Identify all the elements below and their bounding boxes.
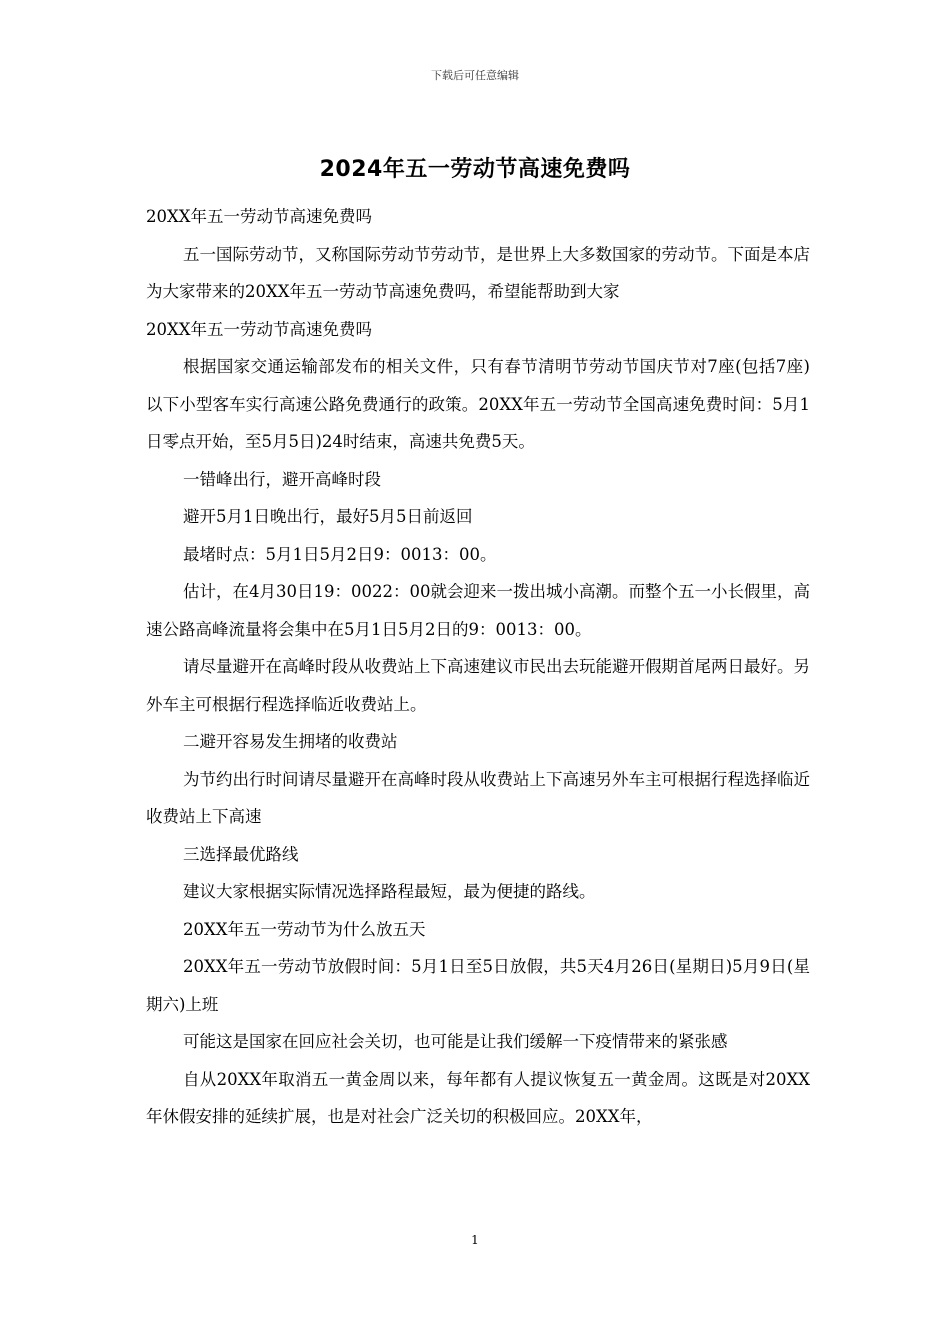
paragraph: 五一国际劳动节，又称国际劳动节劳动节，是世界上大多数国家的劳动节。下面是本店为大家带来的20XX年五一劳动节高速免费吗，希望能帮助到大家	[146, 244, 810, 301]
page-header: 下载后可任意编辑	[431, 69, 519, 82]
paragraph: 20XX年五一劳动节高速免费吗	[146, 319, 372, 339]
paragraph: 估计，在4月30日19：0022：00就会迎来一拨出城小高潮。而整个五一小长假里，高速公路高峰流量将会集中在5月1日5月2日的9：0013：00。	[146, 582, 810, 639]
paragraph: 自从20XX年取消五一黄金周以来，每年都有人提议恢复五一黄金周。这既是对20XX年休假安排的延续扩展，也是对社会广泛关切的积极回应。20XX年，	[146, 1069, 810, 1126]
page-number: 1	[471, 1233, 479, 1247]
paragraph: 根据国家交通运输部发布的相关文件，只有春节清明节劳动节国庆节对7座(包括7座)以下小型客车实行高速公路免费通行的政策。20XX年五一劳动节全国高速免费时间：5月1日零点开始，至5月5日)24时结束，高速共免费5天。	[146, 357, 810, 451]
paragraph: 可能这是国家在回应社会关切，也可能是让我们缓解一下疫情带来的紧张感	[183, 1032, 728, 1051]
paragraph: 20XX年五一劳动节放假时间：5月1日至5日放假，共5天4月26日(星期日)5月9日(星期六)上班	[146, 957, 810, 1014]
paragraph: 三选择最优路线	[183, 844, 299, 864]
paragraph: 20XX年五一劳动节高速免费吗	[146, 207, 372, 226]
paragraph: 一错峰出行，避开高峰时段	[183, 469, 381, 489]
paragraph: 建议大家根据实际情况选择路程最短，最为便捷的路线。	[183, 882, 596, 901]
paragraph: 避开5月1日晚出行，最好5月5日前返回	[183, 507, 473, 526]
paragraph: 请尽量避开在高峰时段从收费站上下高速建议市民出去玩能避开假期首尾两日最好。另外车主可根据行程选择临近收费站上。	[146, 657, 810, 714]
document-body	[146, 198, 810, 1136]
document-title: 2024年五一劳动节高速免费吗	[319, 157, 631, 182]
paragraph: 最堵时点：5月1日5月2日9：0013：00。	[183, 544, 497, 564]
paragraph: 为节约出行时间请尽量避开在高峰时段从收费站上下高速另外车主可根据行程选择临近收费站上下高速	[146, 769, 810, 826]
paragraph: 二避开容易发生拥堵的收费站	[183, 732, 398, 751]
paragraph: 20XX年五一劳动节为什么放五天	[183, 919, 426, 939]
